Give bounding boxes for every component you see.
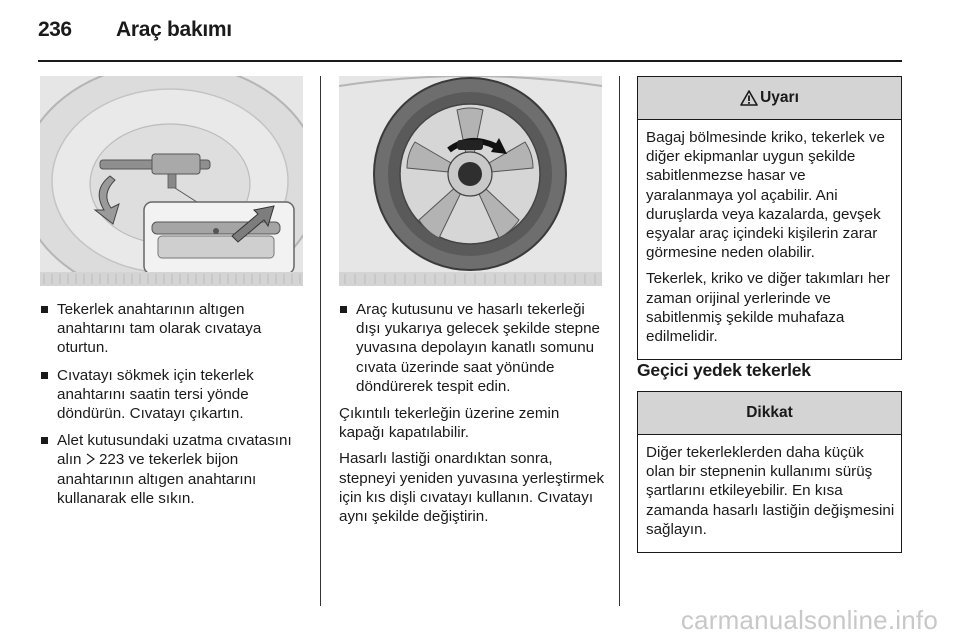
- paragraph: Çıkıntılı tekerleğin üzerine zemin kapağı kapatılabilir.: [339, 405, 560, 442]
- page-number: 236: [38, 18, 72, 41]
- caution-box-title: Dikkat: [746, 404, 793, 421]
- watermark: carmanualsonline.info: [680, 605, 938, 635]
- instruction-list-1: [40, 300, 315, 508]
- column-divider-1: [320, 76, 321, 606]
- spare-wheel-drawing: [339, 76, 602, 286]
- caution-box-body: [638, 435, 901, 552]
- list-item: [40, 431, 315, 508]
- column-divider-2: [619, 76, 620, 606]
- column-2-text: [339, 300, 609, 533]
- paragraph: Diğer tekerleklerden daha küçük olan bir stepnenin kullanımı sürüş şartlarını etkileyebilir. En kısa zamanda hasarlı lastiğin değişmesini sağlayın.: [646, 444, 895, 538]
- list-item: Cıvatayı sökmek için tekerlek anahtarını saatin tersi yönde döndürün. Cıvatayı çıkartın.: [40, 366, 315, 424]
- warning-triangle-icon: [740, 90, 758, 106]
- page-title: Araç bakımı: [116, 18, 232, 41]
- warning-box: [637, 76, 902, 360]
- caution-box: [637, 391, 902, 553]
- caution-box-header: [638, 392, 901, 435]
- warning-box-body: [638, 120, 901, 359]
- arrow-ref-icon: [86, 453, 95, 465]
- paragraph: Bagaj bölmesinde kriko, tekerlek ve diğer ekipmanlar uygun şekilde sabitlenmezse hasar ve yaralanmaya yol açabilir. Ani duruşlarda veya kazalarda, gevşek eşyalar araç içindeki kişilerin zarar görmesine neden olabilir.: [646, 129, 885, 262]
- paragraph: Tekerlek, kriko ve diğer takımları her zaman orijinal yerlerinde ve sabitlenmiş şekilde muhafaza edilmelidir.: [646, 270, 890, 346]
- instruction-list-2: [339, 300, 609, 396]
- illustration-wrench-bolt: [40, 76, 303, 286]
- wrench-bolt-drawing: [40, 76, 303, 286]
- list-item: Araç kutusunu ve hasarlı tekerleği dışı yukarıya gelecek şekilde stepne yuvasına depolayın kanatlı somunu cıvata üzerinde saat yönünde döndürerek tespit edin.: [339, 300, 609, 396]
- warning-box-header: [638, 77, 901, 120]
- paragraph: Hasarlı lastiği onardıktan sonra, stepneyi yeniden yuvasına yerleştirmek için kıs dişli cıvatayı kullanın. Cıvatayı aynı şekilde değiştirin.: [339, 450, 605, 526]
- illustration-spare-wheel: [339, 76, 602, 286]
- header-rule: [38, 60, 902, 62]
- list-item-text-before: Alet kutusundaki uzatma cıvatasını alın: [57, 432, 292, 469]
- column-1-text: [40, 300, 315, 516]
- warning-box-title: Uyarı: [760, 89, 799, 106]
- list-item-text-after: 223 ve tekerlek bijon anahtarının altıgen anahtarını kullanarak elle sıkın.: [57, 451, 257, 507]
- section-heading: Geçici yedek tekerlek: [637, 360, 811, 380]
- list-item: Tekerlek anahtarının altıgen anahtarını tam olarak cıvataya oturtun.: [40, 300, 315, 358]
